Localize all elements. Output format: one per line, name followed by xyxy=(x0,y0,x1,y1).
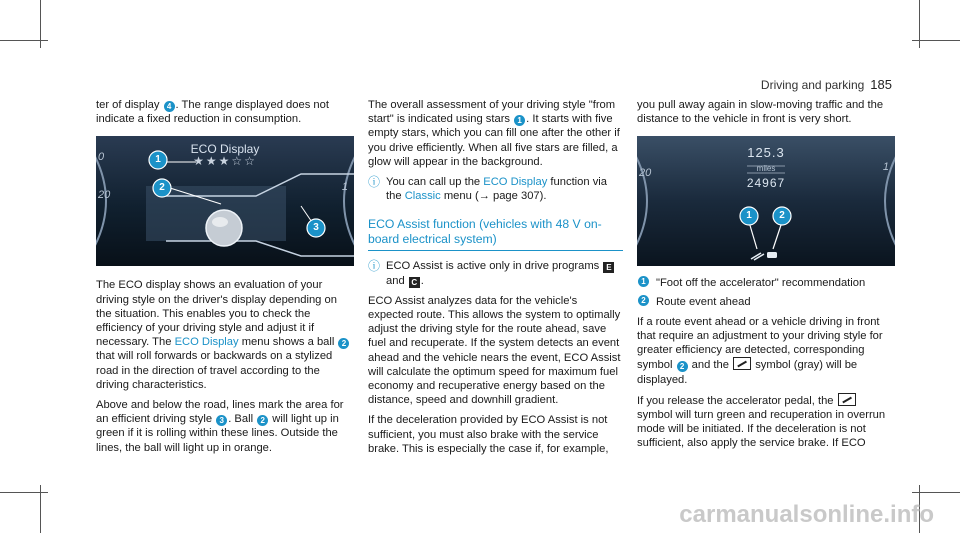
info-icon: ⓘ xyxy=(368,259,381,274)
text: ECO Assist is active only in drive programs xyxy=(386,260,603,273)
paragraph xyxy=(96,398,354,455)
text: menu shows a ball xyxy=(238,336,338,349)
text: menu (→ page 307). xyxy=(440,190,547,203)
classic-link[interactable]: Classic xyxy=(404,190,441,203)
page-number: 185 xyxy=(870,77,892,92)
eco-title: ECO Display xyxy=(190,142,260,157)
note-text xyxy=(386,175,623,203)
foot-off-accelerator-icon xyxy=(733,357,751,370)
eco-display-link[interactable]: ECO Display xyxy=(483,176,548,189)
callout-label: 1 xyxy=(746,210,752,222)
foot-off-accelerator-icon xyxy=(838,393,856,406)
eco-assist-image xyxy=(637,136,895,266)
callout-badge: 2 xyxy=(257,415,268,426)
legend-text: Route event ahead xyxy=(656,295,751,308)
crop-mark xyxy=(0,492,48,493)
note-text xyxy=(386,259,623,287)
gauge-number: 0 xyxy=(98,151,105,164)
range-value: 125.3 xyxy=(747,145,785,161)
callout-badge: 2 xyxy=(677,361,688,372)
paragraph: you pull away again in slow-moving traffic and the distance to the vehicle in front is very short. xyxy=(637,99,884,126)
text: and the xyxy=(688,359,733,372)
paragraph xyxy=(368,98,623,169)
crop-mark xyxy=(0,40,48,41)
callout-label: 2 xyxy=(779,210,785,222)
eco-display-link[interactable]: ECO Display xyxy=(174,336,239,349)
gauge-number: 1 xyxy=(882,161,889,174)
text: will light up in green if it is rolling within these lines. Outside the lines, the ball will light up in orange. xyxy=(96,413,339,454)
section-title: Driving and parking xyxy=(760,78,865,92)
callout-label: 3 xyxy=(313,222,319,234)
callout-label: 2 xyxy=(159,182,165,194)
legend-item xyxy=(637,276,895,290)
crop-mark xyxy=(912,492,960,493)
gauge-number: 20 xyxy=(98,189,111,202)
text: The ECO display shows an evaluation of your driving style on the driver's display depending on the situation. This enables you to check the efficiency of your driving style and adjust it if necessary. The xyxy=(96,279,337,349)
legend-item xyxy=(637,295,895,309)
text: The overall assessment of your driving style "from start" is indicated using stars xyxy=(368,99,616,126)
info-note xyxy=(368,175,623,203)
text: . xyxy=(420,274,424,287)
callout-badge: 1 xyxy=(638,276,649,287)
eco-stars: ★★★☆☆ xyxy=(193,154,257,169)
column-2 xyxy=(368,98,623,462)
paragraph: If the deceleration provided by ECO Assist is not sufficient, you must also brake with the service brake. This is especially the case if, for example, xyxy=(368,414,609,455)
callout-badge: 3 xyxy=(216,415,227,426)
text: If a route event ahead or a vehicle driving in front that require an adjustment to your driving style for greater efficiency are detected, corresponding symbol xyxy=(637,315,883,372)
column-3 xyxy=(637,98,895,457)
text: You can call up the xyxy=(386,176,484,189)
text: function via the xyxy=(386,176,608,203)
callout-label: 1 xyxy=(155,154,161,166)
text: Above and below the road, lines mark the area for an efficient driving style xyxy=(96,399,344,426)
eco-display-image xyxy=(96,136,354,266)
drive-program-e-icon: E xyxy=(603,262,614,273)
paragraph xyxy=(96,278,354,392)
callout-badge: 2 xyxy=(638,295,649,306)
text: . It starts with five empty stars, which you can fill one after the other if you drive efficiently. When all five stars are filled, a glow will appear in the background. xyxy=(368,113,620,168)
gauge-number: 1 xyxy=(341,181,348,194)
column-1 xyxy=(96,98,354,461)
legend-text: "Foot off the accelerator" recommendation xyxy=(656,277,866,290)
text: . Ball xyxy=(228,413,257,426)
text: that will roll forwards or backwards on a stylized road in the direction of travel according to the driving characteristics. xyxy=(96,350,333,391)
drive-program-c-icon: C xyxy=(409,277,420,288)
callout-badge: 2 xyxy=(338,338,349,349)
range-unit: miles xyxy=(756,164,776,174)
crop-mark xyxy=(912,40,960,41)
watermark: carmanualsonline.info xyxy=(679,501,934,528)
running-header xyxy=(761,77,892,92)
callout-badge: 4 xyxy=(164,101,175,112)
text: and xyxy=(386,274,408,287)
paragraph xyxy=(637,315,895,387)
section-heading: ECO Assist function (vehicles with 48 V on-board electrical system) xyxy=(368,217,623,251)
info-note xyxy=(368,259,623,287)
callout-badge: 1 xyxy=(514,115,525,126)
paragraph xyxy=(637,393,895,451)
paragraph xyxy=(96,98,354,126)
text: . The range displayed does not indicate a fixed reduction in consumption. xyxy=(96,99,329,126)
text: If you release the accelerator pedal, the xyxy=(637,394,837,407)
gauge-number: 20 xyxy=(639,167,652,180)
odometer-value: 24967 xyxy=(746,176,786,191)
info-icon: ⓘ xyxy=(368,175,381,190)
paragraph: ECO Assist analyzes data for the vehicle's expected route. This allows the system to optimally adjust the driving style for the route ahead, save fuel and recuperate. If the system detects an event ahead and the vehicle nears the event, ECO Assist will calculate the optimum speed for maximum fuel economy and recuperative energy based on the distance, speed and downhill gradient. xyxy=(368,294,621,407)
text: symbol (gray) will be displayed. xyxy=(637,359,858,386)
text: symbol will turn green and recuperation in overrun mode will be initiated. If the deceleration is not sufficient, also apply the service brake. If ECO xyxy=(637,409,886,450)
text: ter of display xyxy=(96,99,163,111)
